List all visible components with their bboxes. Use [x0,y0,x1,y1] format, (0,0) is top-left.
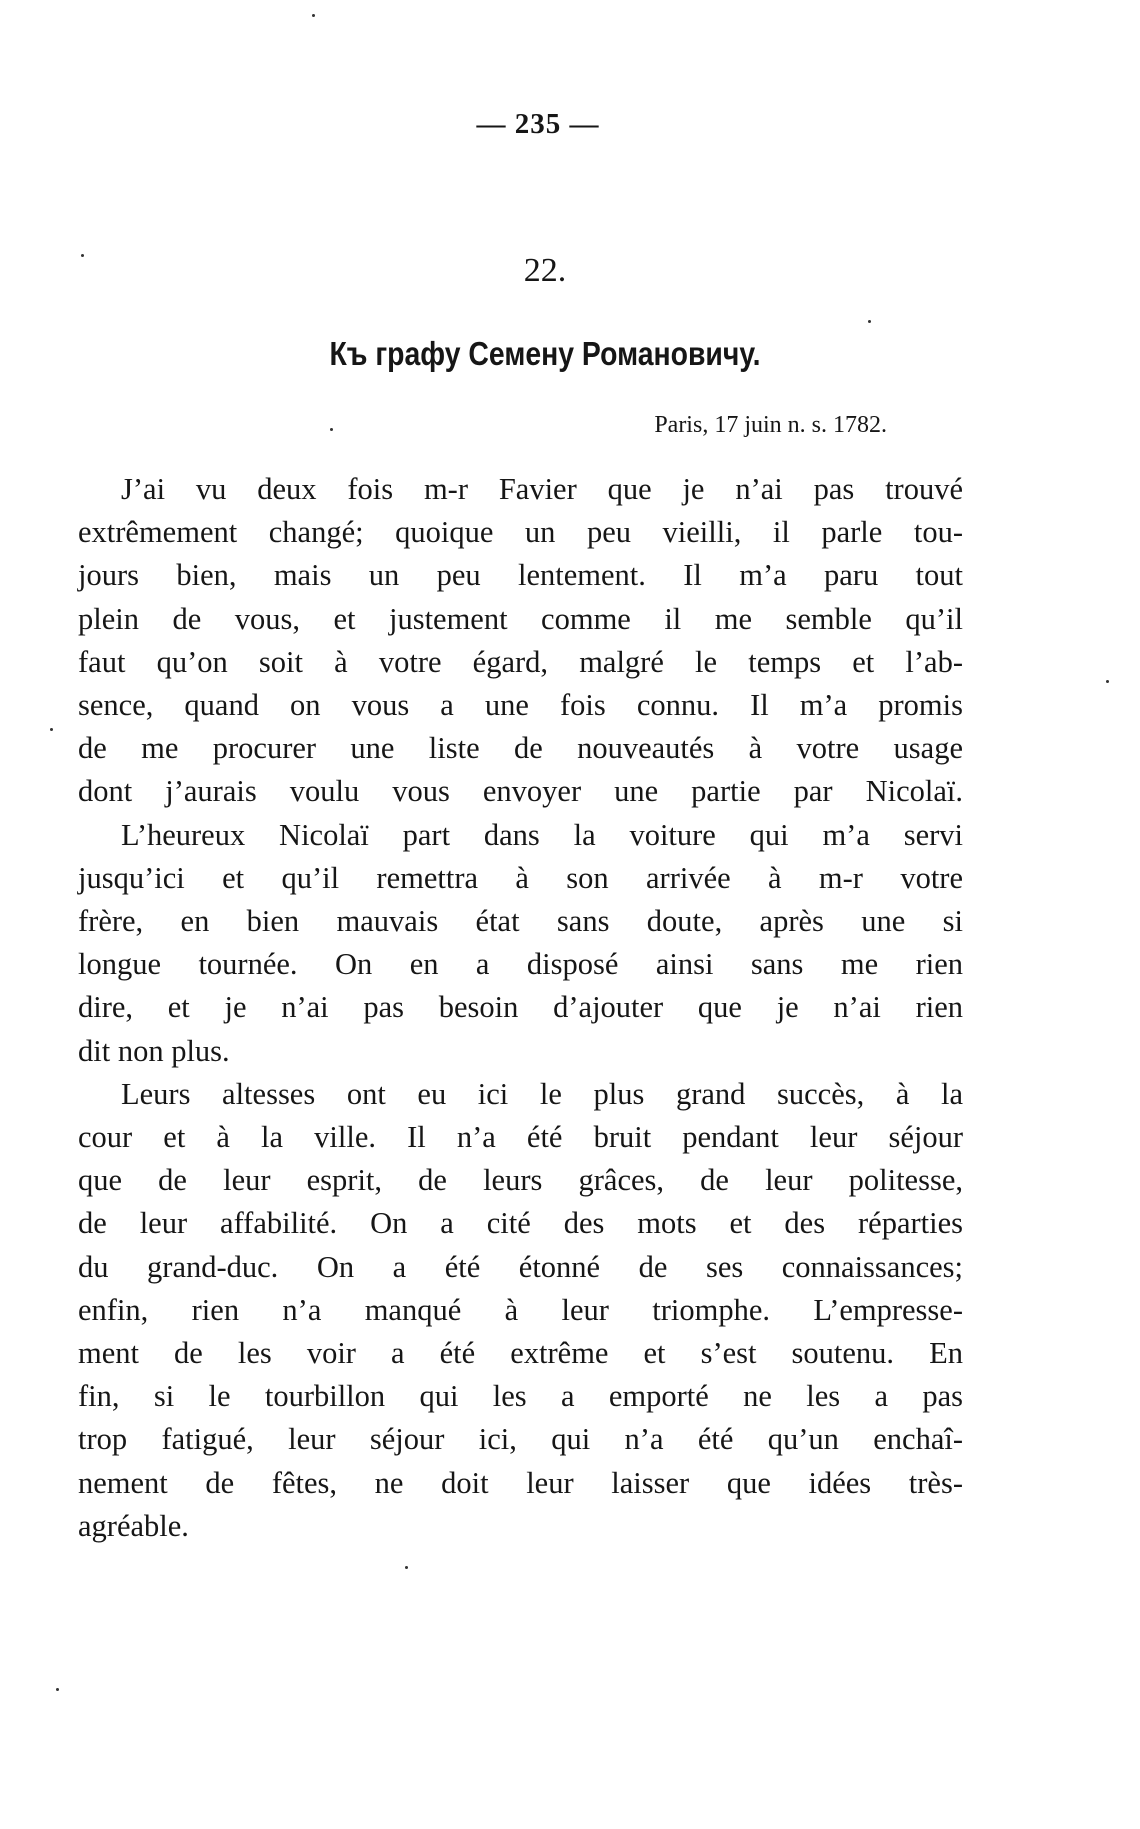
text-line: sence, quand on vous a une fois connu. Il m’a promis [78,688,963,723]
scan-speck [312,14,315,17]
scan-speck [56,1688,59,1691]
text-line: plein de vous, et justement comme il me semble qu’il [78,601,963,636]
scan-speck [405,1566,408,1569]
scan-speck [50,728,53,731]
paragraph-1 [78,468,963,814]
text-line: cour et à la ville. Il n’a été bruit pendant leur séjour [78,1120,963,1155]
scan-speck [330,428,333,431]
text-line: de me procurer une liste de nouveautés à votre usage [78,731,963,766]
text-line: nement de fêtes, ne doit leur laisser que idées très- [78,1465,963,1500]
scan-speck [868,320,871,323]
text-line: dont j’aurais voulu vous envoyer une partie par Nicolaï. [78,774,963,809]
text-line: jusqu’ici et qu’il remettra à son arrivée à m-r votre [78,860,963,895]
text-line: enfin, rien n’a manqué à leur triomphe. L’empresse- [78,1292,963,1327]
text-line: faut qu’on soit à votre égard, malgré le temps et l’ab- [78,644,963,679]
text-line: longue tournée. On en a disposé ainsi sans me rien [78,947,963,982]
text-line: L’heureux Nicolaï part dans la voiture qui m’a servi [121,817,963,852]
scan-speck [1106,680,1109,683]
letter-number: 22. [523,252,567,289]
letter-addressee-heading: Къ графу Семену Романовичу. [329,335,761,372]
text-line: agréable. [78,1508,189,1543]
scan-speck [81,254,84,257]
text-line: trop fatigué, leur séjour ici, qui n’a été qu’un enchaî- [78,1422,963,1457]
text-line: frère, en bien mauvais état sans doute, après une si [78,904,963,939]
text-line: jours bien, mais un peu lentement. Il m’a paru tout [78,558,963,593]
text-line: de leur affabilité. On a cité des mots et des réparties [78,1206,963,1241]
text-line: dire, et je n’ai pas besoin d’ajouter que je n’ai rien [78,990,963,1025]
text-line: extrêmement changé; quoique un peu vieilli, il parle tou- [78,515,963,550]
paragraph-3 [78,1073,963,1548]
text-line: dit non plus. [78,1033,230,1068]
text-line: ment de les voir a été extrême et s’est soutenu. En [78,1336,963,1371]
text-line: Leurs altesses ont eu ici le plus grand succès, à la [121,1076,963,1111]
letter-dateline: Paris, 17 juin n. s. 1782. [654,412,887,438]
text-line: fin, si le tourbillon qui les a emporté ne les a pas [78,1379,963,1414]
paragraph-2 [78,814,963,1073]
text-line: du grand-duc. On a été étonné de ses connaissances; [78,1249,963,1284]
text-line: que de leur esprit, de leurs grâces, de leur politesse, [78,1163,963,1198]
page-number: — 235 — [476,108,600,140]
letter-body [78,468,963,1548]
text-line: J’ai vu deux fois m-r Favier que je n’ai pas trouvé [121,472,963,506]
